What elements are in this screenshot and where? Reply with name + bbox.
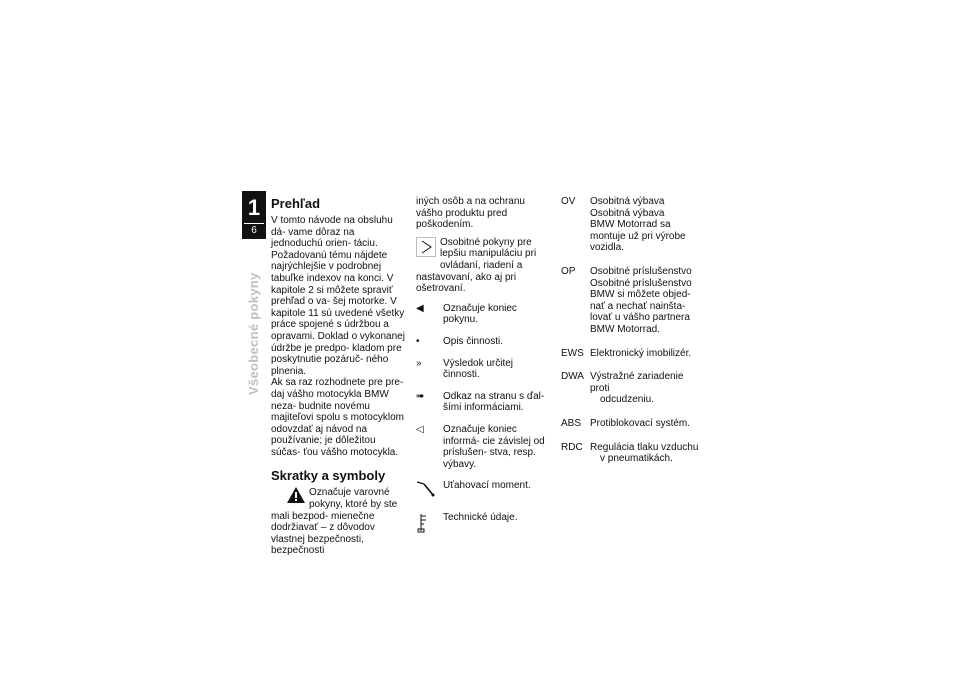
symbol-row-result (416, 358, 551, 381)
definition-line: BMW Motorrad sa (590, 219, 671, 231)
abbreviation-dwa (561, 371, 699, 406)
abbreviation-definition (590, 348, 699, 360)
definition-line: odcudzeniu. (600, 394, 654, 406)
symbol-description: Opis činnosti. (443, 335, 504, 347)
column-1 (271, 196, 407, 557)
symbol-row-torque (416, 480, 551, 502)
symbol-description: Uťahovací moment. (443, 480, 531, 492)
abbreviation-code: ABS (561, 417, 582, 429)
abbreviations-heading: Skratky a symboly (271, 468, 386, 484)
abbreviation-definition (590, 266, 699, 336)
definition-line: Protiblokovací systém. (590, 417, 691, 429)
symbol-description: Označuje koniec pokynu. (443, 302, 517, 326)
symbol-row-end-of-instruction (416, 303, 551, 326)
definition-line: vozidla. (590, 242, 624, 254)
warning-text: Označuje varovné pokyny, ktoré by ste mali bezpod- mienečne dodržiavať – z dôvodov vlastnej bezpečnosti, bezpečnosti (271, 487, 398, 557)
overview-heading: Prehľad (271, 196, 321, 211)
definition-line: BMW si môžete objed- (590, 289, 691, 301)
warning-continuation: iných osôb a na ochranu vášho produktu pred poškodením. (416, 196, 525, 231)
definition-line: Osobitné príslušenstvo (590, 277, 692, 289)
column-2 (416, 196, 551, 537)
chapter-marker (242, 191, 266, 239)
definition-line: Osobitná výbava (590, 207, 665, 219)
definition-line: Elektronický imobilizér. (590, 347, 692, 359)
definition-line: BMW Motorrad. (590, 323, 661, 335)
definition-line: v pneumatikách. (600, 453, 673, 465)
abbreviation-code: EWS (561, 347, 584, 359)
accessory-end-triangle-icon: ◁ (416, 423, 424, 435)
definition-line: Osobitné príslušenstvo (590, 265, 692, 277)
result-chevron-icon: » (416, 357, 422, 369)
torque-wrench-icon (416, 480, 443, 502)
note-text: Osobitné pokyny pre lepšiu manipuláciu pri ovládaní, riadení a nastavovaní, ako aj pri ošetrovaní. (416, 236, 537, 295)
note-play-icon (416, 237, 436, 261)
abbreviation-ov (561, 196, 699, 254)
overview-paragraph-2: Ak sa raz rozhodnete pre pre- daj vášho motocykla BMW neza- budnite novému majiteľovi spolu s motocyklom odovzdať aj návod na používanie; je dôležitou súčas- ťou vášho motocykla. (271, 377, 404, 458)
abbreviation-definition (590, 196, 699, 254)
abbreviation-rdc (561, 442, 699, 465)
page-number: 6 (251, 225, 257, 236)
symbol-description: Označuje koniec informá- cie závislej od príslušen- stva, resp. výbavy. (443, 423, 545, 470)
abbreviation-abs (561, 418, 699, 430)
warning-triangle-icon (287, 487, 305, 507)
definition-line: Výstražné zariadenie proti (590, 371, 684, 394)
definition-line: Regulácia tlaku vzduchu (590, 441, 699, 453)
abbreviation-code: OP (561, 265, 576, 277)
abbreviation-op (561, 266, 699, 336)
symbol-description: Odkaz na stranu s ďal- šími informáciami. (443, 390, 545, 414)
warning-note (271, 487, 407, 557)
abbreviation-code: RDC (561, 441, 583, 453)
technical-data-icon (416, 512, 443, 538)
symbol-description: Technické údaje. (443, 511, 518, 523)
page-reference-arrow-icon: ➠ (416, 390, 425, 402)
abbreviation-ews (561, 348, 699, 360)
column-3-abbreviations (561, 196, 699, 477)
special-note (416, 237, 551, 295)
abbreviation-code: OV (561, 196, 576, 207)
definition-line: montuje už pri výrobe (590, 230, 686, 242)
definition-line: lovať u vášho partnera (590, 312, 690, 324)
abbreviation-code: DWA (561, 371, 584, 383)
end-of-instruction-icon: ◀ (416, 302, 424, 314)
chapter-number: 1 (247, 195, 261, 220)
symbol-row-accessory-end (416, 424, 551, 470)
overview-paragraph-1: V tomto návode na obsluhu dá- vame dôraz na jednoduchú orien- táciu. Požadovanú tému nájdete najrýchlejšie v podrobnej tabuľke indexov na konci. V kapitole 2 si môžete spraviť prehľad o va- šej motorke. V kapitole 11 sú uvedené všetky práce spojené s údržbou a opravami. Doklad o vykonanej údržbe je predpo- kladom pre poskytnutie pozáruč- ného plnenia. (271, 215, 405, 377)
abbreviation-definition (590, 371, 699, 406)
abbreviation-definition (590, 442, 699, 465)
side-section-label: Všeobecné pokyny (246, 272, 261, 395)
definition-line: nať a nechať nainšta- (590, 300, 686, 312)
symbol-row-page-reference (416, 391, 551, 414)
abbreviation-definition (590, 418, 699, 430)
symbol-description: Výsledok určitej činnosti. (443, 357, 514, 381)
bullet-icon: • (416, 335, 420, 347)
symbol-row-technical-data (416, 512, 551, 538)
definition-line: Osobitná výbava (590, 196, 665, 207)
symbol-row-activity (416, 336, 551, 348)
